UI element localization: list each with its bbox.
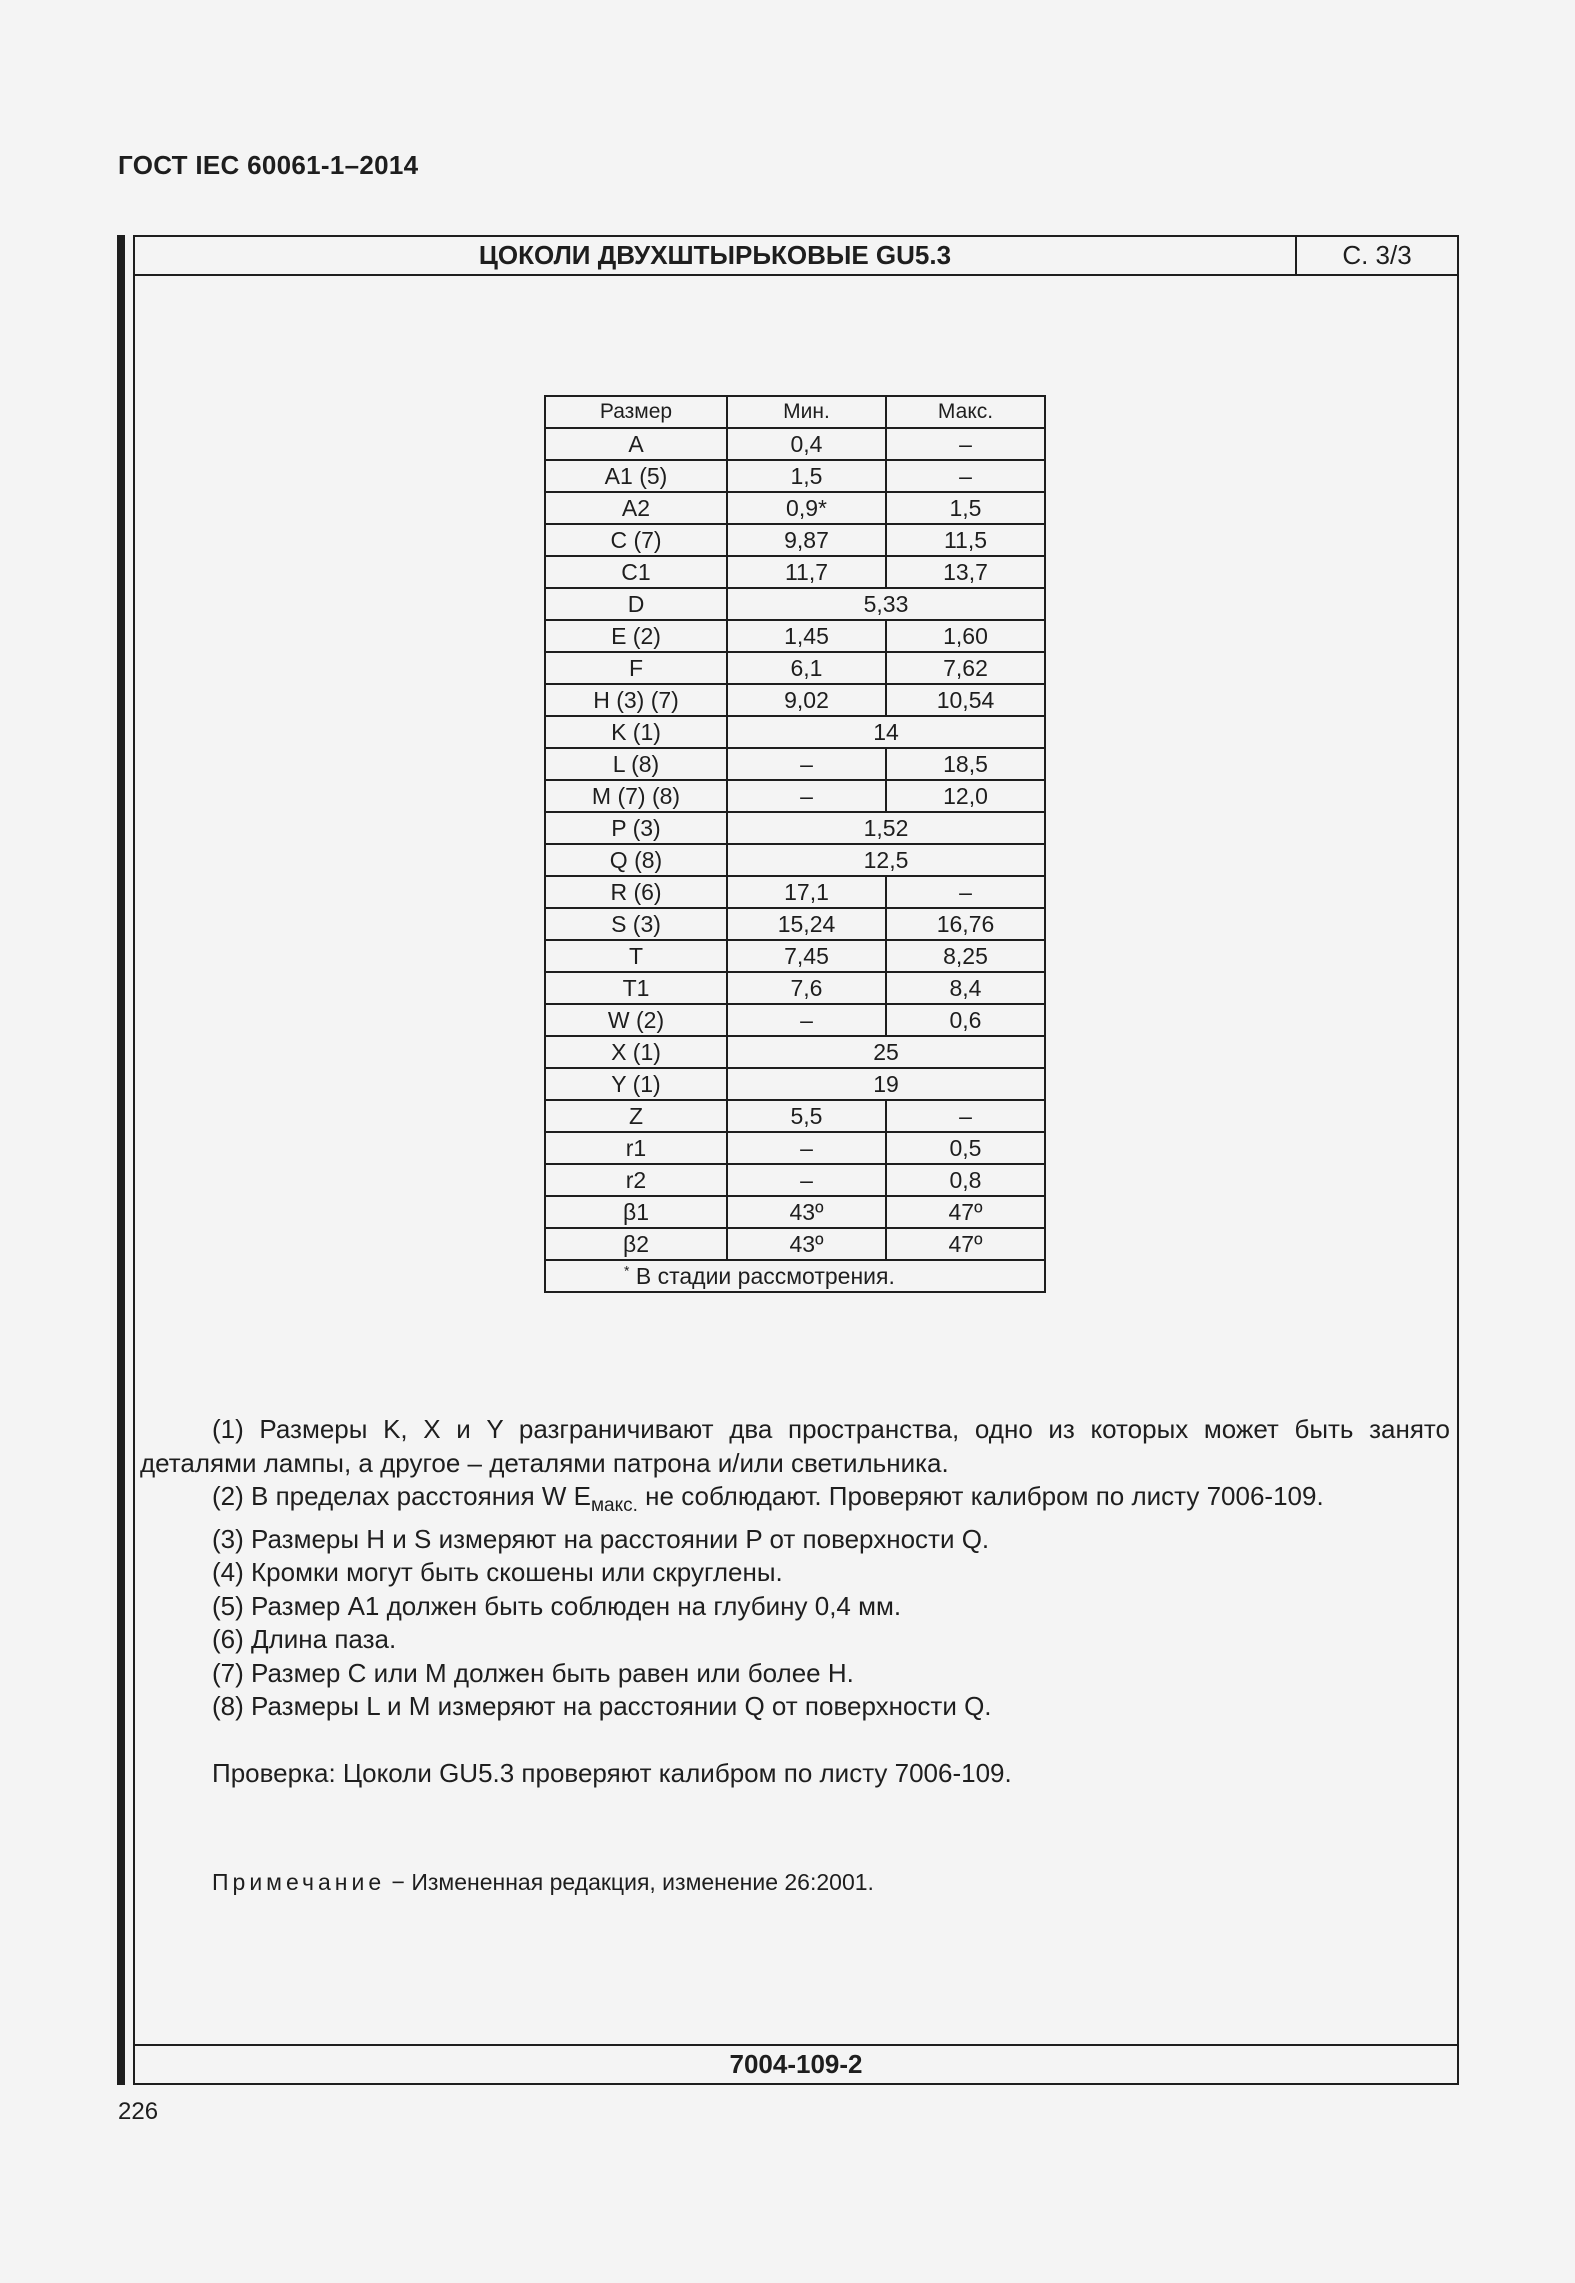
notes-block <box>140 1413 1450 1900</box>
table-footnote-row <box>545 1260 1045 1292</box>
max-cell: – <box>886 876 1045 908</box>
max-cell: 8,4 <box>886 972 1045 1004</box>
document-title: ГОСТ IEC 60061-1–2014 <box>118 150 419 180</box>
table-row <box>545 1132 1045 1164</box>
dimension-cell: E (2) <box>545 620 727 652</box>
value-cell: 25 <box>727 1036 1045 1068</box>
dimension-cell: T <box>545 940 727 972</box>
dimension-cell: C1 <box>545 556 727 588</box>
table-row <box>545 620 1045 652</box>
min-cell: 9,02 <box>727 684 886 716</box>
header-max: Макс. <box>886 396 1045 428</box>
min-cell: 0,9* <box>727 492 886 524</box>
max-cell: – <box>886 428 1045 460</box>
remark-text: − Измененная редакция, изменение 26:2001. <box>385 1869 874 1896</box>
max-cell: 10,54 <box>886 684 1045 716</box>
table-row <box>545 652 1045 684</box>
header-dimension: Размер <box>545 396 727 428</box>
dimension-cell: D <box>545 588 727 620</box>
min-cell: – <box>727 1132 886 1164</box>
min-cell: 43º <box>727 1228 886 1260</box>
max-cell: 18,5 <box>886 748 1045 780</box>
table-row <box>545 716 1045 748</box>
table-row <box>545 844 1045 876</box>
min-cell: 7,45 <box>727 940 886 972</box>
dimension-cell: P (3) <box>545 812 727 844</box>
max-cell: 7,62 <box>886 652 1045 684</box>
dimension-cell: L (8) <box>545 748 727 780</box>
note-2-start: (2) В пределах расстояния W E <box>212 1481 591 1511</box>
note-4: (4) Кромки могут быть скошены или скруглены. <box>212 1557 783 1588</box>
min-cell: 7,6 <box>727 972 886 1004</box>
max-cell: 11,5 <box>886 524 1045 556</box>
table-row <box>545 908 1045 940</box>
dimension-cell: β2 <box>545 1228 727 1260</box>
max-cell: – <box>886 1100 1045 1132</box>
table-row <box>545 972 1045 1004</box>
dimension-cell: H (3) (7) <box>545 684 727 716</box>
change-bar <box>117 235 125 2085</box>
dimension-cell: T1 <box>545 972 727 1004</box>
dimension-cell: S (3) <box>545 908 727 940</box>
dimension-cell: A1 (5) <box>545 460 727 492</box>
min-cell: – <box>727 1164 886 1196</box>
table-row <box>545 748 1045 780</box>
max-cell: 12,0 <box>886 780 1045 812</box>
sheet-header <box>135 237 1457 276</box>
table-row <box>545 1100 1045 1132</box>
table-row <box>545 1068 1045 1100</box>
remark-label: Примечание <box>212 1869 386 1896</box>
dimension-cell: W (2) <box>545 1004 727 1036</box>
min-cell: 43º <box>727 1196 886 1228</box>
table-row <box>545 1004 1045 1036</box>
min-cell: 11,7 <box>727 556 886 588</box>
dimension-cell: Y (1) <box>545 1068 727 1100</box>
table-row <box>545 460 1045 492</box>
table-row <box>545 780 1045 812</box>
min-cell: – <box>727 780 886 812</box>
min-cell: 5,5 <box>727 1100 886 1132</box>
value-cell: 12,5 <box>727 844 1045 876</box>
min-cell: 17,1 <box>727 876 886 908</box>
table-body <box>545 428 1045 1260</box>
dimension-cell: β1 <box>545 1196 727 1228</box>
table-row <box>545 940 1045 972</box>
dimension-cell: A <box>545 428 727 460</box>
dimension-cell: M (7) (8) <box>545 780 727 812</box>
max-cell: 8,25 <box>886 940 1045 972</box>
sheet-page-indicator: С. 3/3 <box>1342 240 1412 270</box>
table-row <box>545 1196 1045 1228</box>
note-5: (5) Размер A1 должен быть соблюден на глубину 0,4 мм. <box>212 1590 902 1621</box>
note-7: (7) Размер C или M должен быть равен или более H. <box>212 1657 854 1688</box>
remark <box>140 1866 1450 1900</box>
max-cell: 1,5 <box>886 492 1045 524</box>
note-2-end: не соблюдают. Проверяют калибром по листу 7006-109. <box>637 1481 1324 1511</box>
dimension-cell: r2 <box>545 1164 727 1196</box>
dimension-cell: F <box>545 652 727 684</box>
value-cell: 19 <box>727 1068 1045 1100</box>
dimensions-table <box>544 395 1046 1293</box>
table-footnote <box>545 1260 1045 1292</box>
max-cell: 13,7 <box>886 556 1045 588</box>
dimension-cell: K (1) <box>545 716 727 748</box>
table-row <box>545 1164 1045 1196</box>
page-number: 226 <box>118 2098 159 2125</box>
min-cell: 9,87 <box>727 524 886 556</box>
min-cell: 1,5 <box>727 460 886 492</box>
footnote-mark: * <box>624 1261 630 1278</box>
max-cell: 1,60 <box>886 620 1045 652</box>
table-row <box>545 812 1045 844</box>
table-row <box>545 492 1045 524</box>
min-cell: 6,1 <box>727 652 886 684</box>
value-cell: 1,52 <box>727 812 1045 844</box>
value-cell: 14 <box>727 716 1045 748</box>
min-cell: – <box>727 748 886 780</box>
dimension-cell: Q (8) <box>545 844 727 876</box>
min-cell: 15,24 <box>727 908 886 940</box>
table-row <box>545 588 1045 620</box>
min-cell: 0,4 <box>727 428 886 460</box>
verification-note: Проверка: Цоколи GU5.3 проверяют калибром по листу 7006-109. <box>212 1757 1012 1788</box>
note-8: (8) Размеры L и M измеряют на расстоянии Q от поверхности Q. <box>212 1691 992 1722</box>
min-cell: – <box>727 1004 886 1036</box>
table-row <box>545 876 1045 908</box>
note-3: (3) Размеры H и S измеряют на расстоянии P от поверхности Q. <box>212 1523 990 1554</box>
dimension-cell: R (6) <box>545 876 727 908</box>
dimension-cell: r1 <box>545 1132 727 1164</box>
max-cell: 16,76 <box>886 908 1045 940</box>
max-cell: 47º <box>886 1196 1045 1228</box>
sheet-number: 7004-109-2 <box>135 2044 1457 2083</box>
note-1: (1) Размеры K, X и Y разграничивают два пространства, одно из которых может быть занято деталями лампы, а другое – деталями патрона и/или светильника. <box>140 1414 1450 1478</box>
sheet-title: ЦОКОЛИ ДВУХШТЫРЬКОВЫЕ GU5.3 <box>135 237 1297 274</box>
table-row <box>545 428 1045 460</box>
table-row <box>545 556 1045 588</box>
table-header-row <box>545 396 1045 428</box>
table-row <box>545 1036 1045 1068</box>
value-cell: 5,33 <box>727 588 1045 620</box>
dimension-cell: C (7) <box>545 524 727 556</box>
footnote-text: В стадии рассмотрения. <box>635 1262 895 1289</box>
table-row <box>545 684 1045 716</box>
dimension-cell: Z <box>545 1100 727 1132</box>
dimension-cell: A2 <box>545 492 727 524</box>
min-cell: 1,45 <box>727 620 886 652</box>
header-min: Мин. <box>727 396 886 428</box>
max-cell: 0,5 <box>886 1132 1045 1164</box>
max-cell: 47º <box>886 1228 1045 1260</box>
table-row <box>545 524 1045 556</box>
max-cell: – <box>886 460 1045 492</box>
max-cell: 0,6 <box>886 1004 1045 1036</box>
dimension-cell: X (1) <box>545 1036 727 1068</box>
max-cell: 0,8 <box>886 1164 1045 1196</box>
note-2-subscript: макс. <box>590 1495 638 1517</box>
table-row <box>545 1228 1045 1260</box>
note-6: (6) Длина паза. <box>212 1624 397 1655</box>
note-2 <box>140 1480 1450 1523</box>
